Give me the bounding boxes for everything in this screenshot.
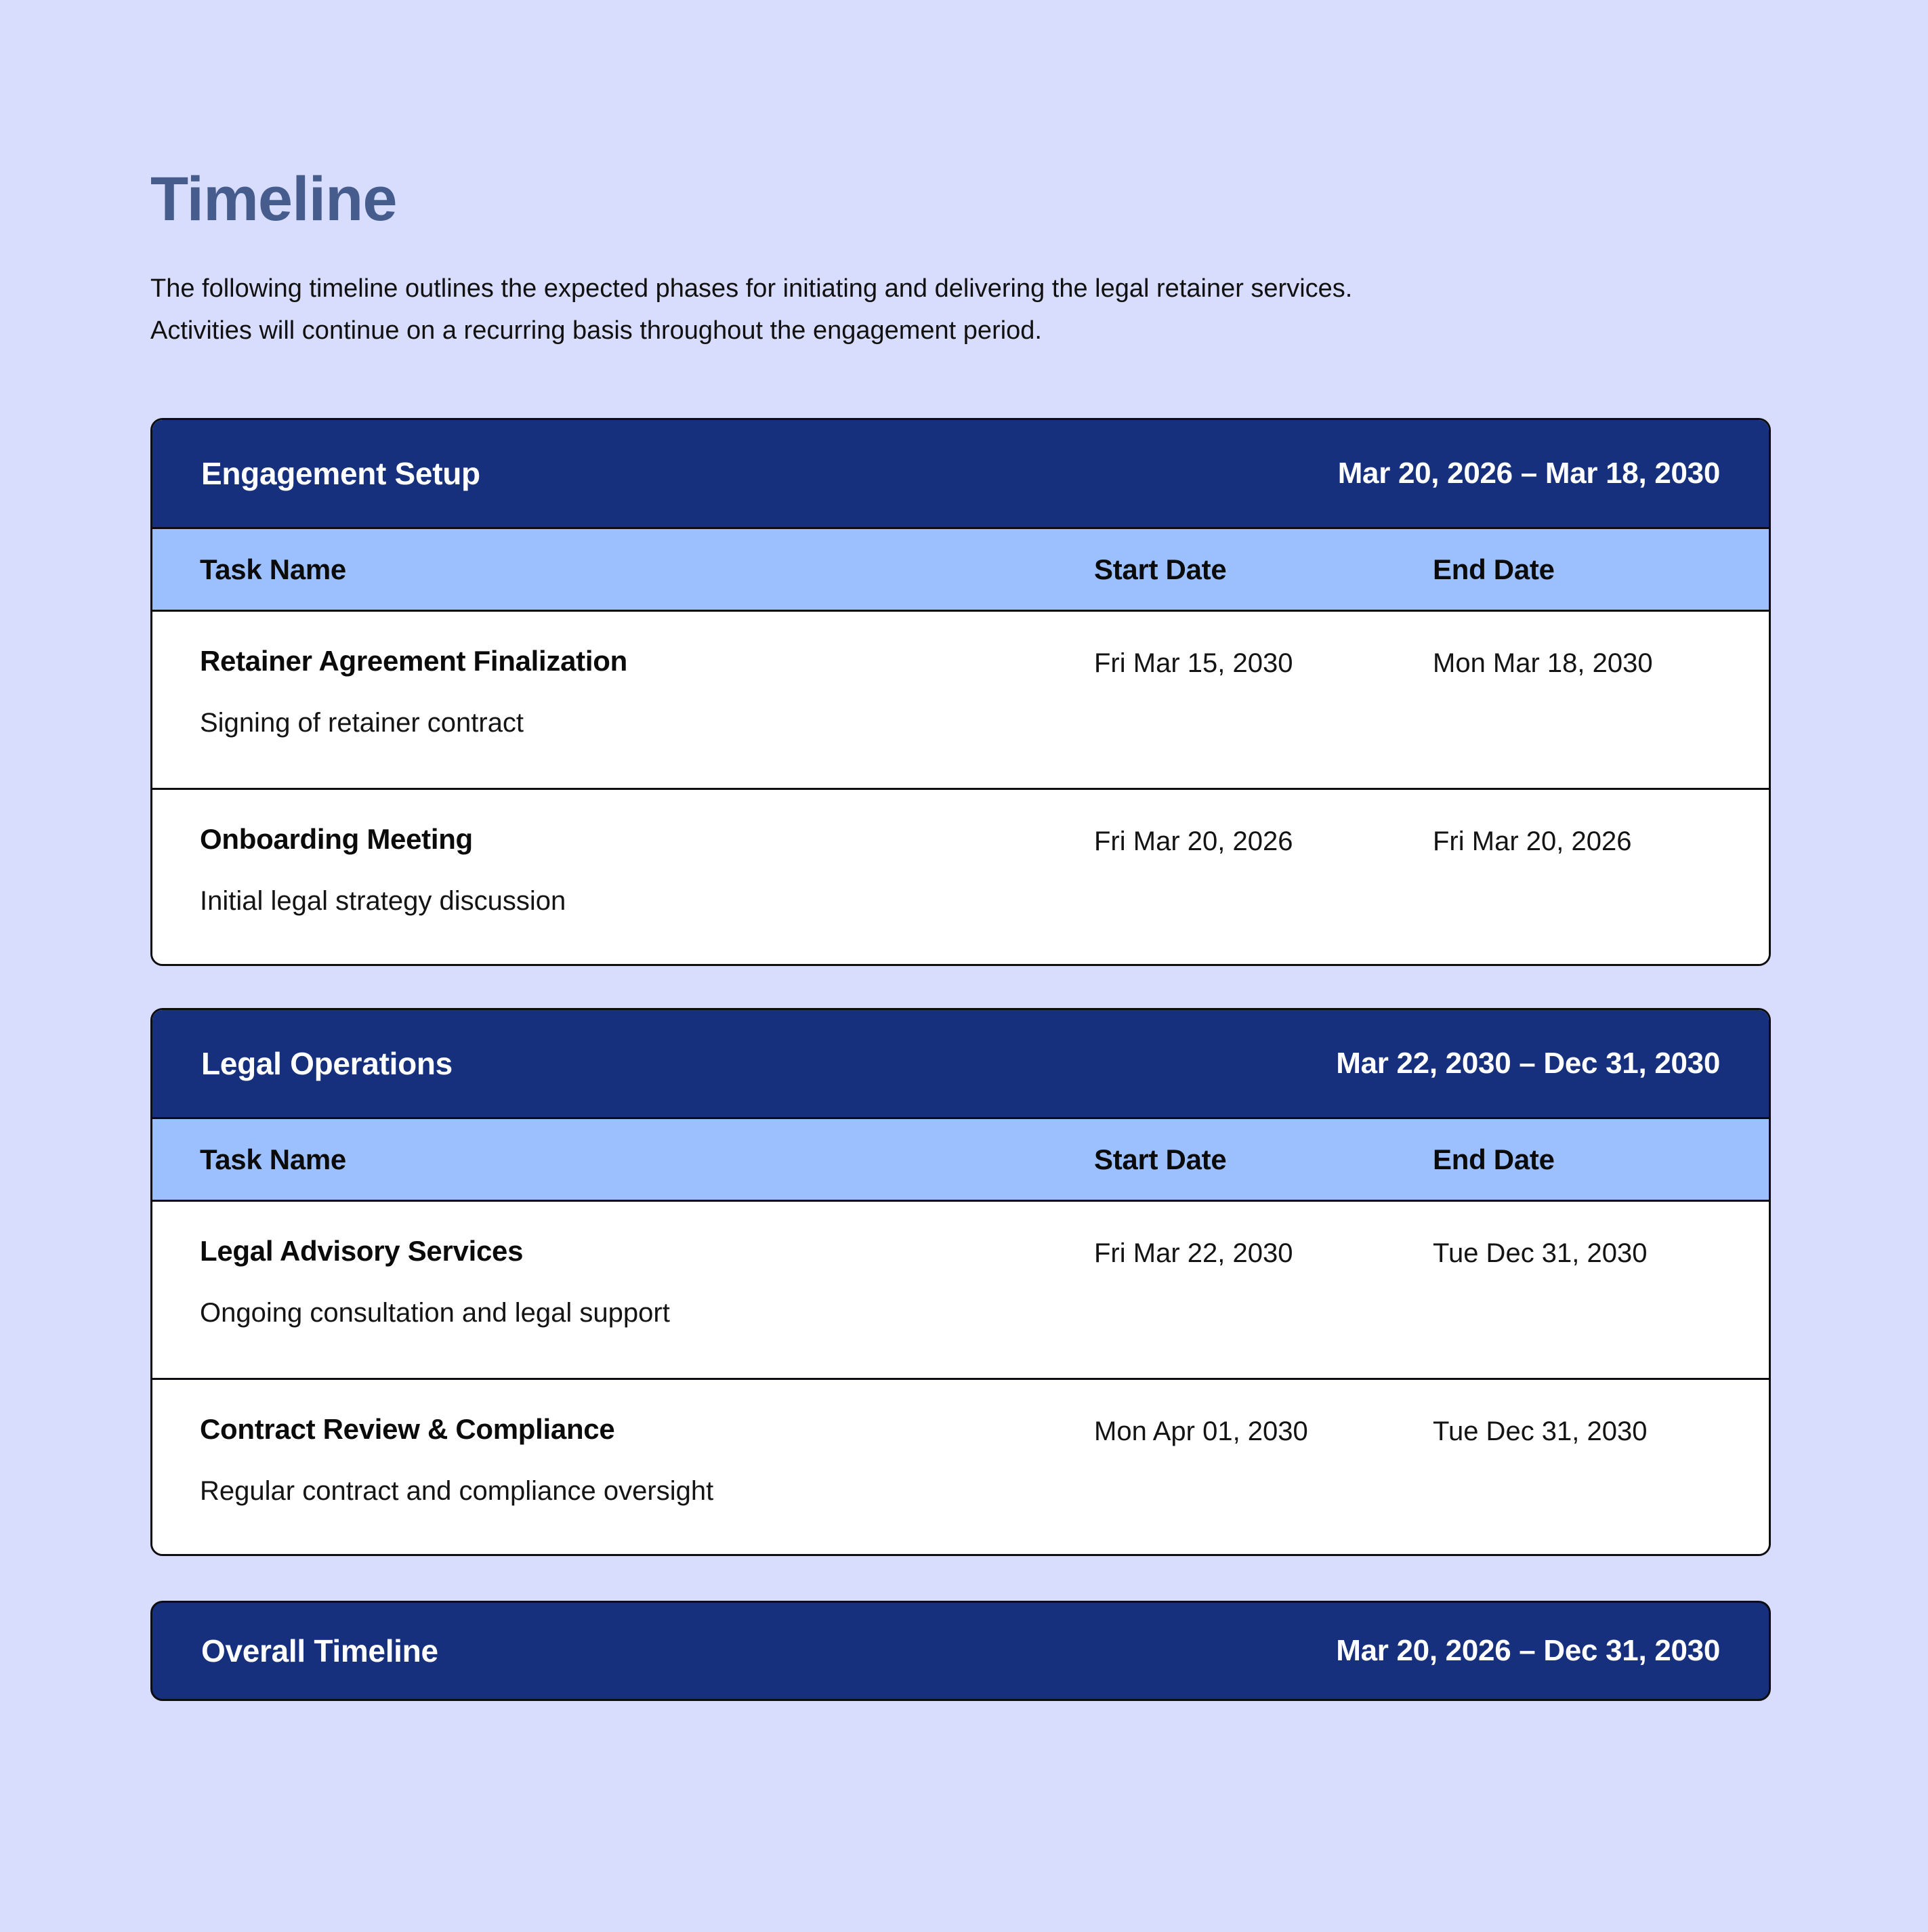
- task-start-date: Fri Mar 22, 2030: [1094, 1238, 1293, 1269]
- page-title: Timeline: [150, 165, 397, 234]
- column-header-task-name: Task Name: [200, 553, 346, 585]
- phase-name: Engagement Setup: [201, 456, 480, 492]
- task-start-date: Fri Mar 20, 2026: [1094, 826, 1293, 857]
- phase-header: [152, 1010, 1769, 1117]
- overall-timeline-label: Overall Timeline: [201, 1633, 438, 1669]
- table-row[interactable]: [152, 788, 1769, 964]
- phase-card-legal-operations: [150, 1008, 1771, 1556]
- overall-timeline-range: Mar 20, 2026 – Dec 31, 2030: [1336, 1634, 1720, 1668]
- overall-timeline-bar: [150, 1601, 1771, 1701]
- table-row[interactable]: [152, 1378, 1769, 1554]
- task-title: Contract Review & Compliance: [200, 1413, 615, 1446]
- column-header-start-date: Start Date: [1094, 1143, 1227, 1175]
- task-start-date: Mon Apr 01, 2030: [1094, 1416, 1308, 1447]
- page-description-line-2: Activities will continue on a recurring basis throughout the engagement period.: [150, 316, 1042, 345]
- table-row[interactable]: [152, 612, 1769, 788]
- task-name-cell: [152, 1412, 1094, 1509]
- task-title: Onboarding Meeting: [200, 823, 473, 856]
- column-header-row: [152, 527, 1769, 612]
- phase-date-range: Mar 20, 2026 – Mar 18, 2030: [1337, 457, 1720, 490]
- task-description: Ongoing consultation and legal support: [200, 1298, 670, 1328]
- column-header-start-date: Start Date: [1094, 553, 1227, 585]
- task-end-date: Mon Mar 18, 2030: [1433, 648, 1653, 679]
- task-title: Legal Advisory Services: [200, 1235, 524, 1267]
- column-header-row: [152, 1117, 1769, 1202]
- phase-card-engagement-setup: [150, 418, 1771, 966]
- task-end-date: Tue Dec 31, 2030: [1433, 1238, 1648, 1269]
- task-description: Regular contract and compliance oversight: [200, 1476, 714, 1507]
- table-row[interactable]: [152, 1202, 1769, 1378]
- phase-header: [152, 420, 1769, 527]
- task-name-cell: [152, 1234, 1094, 1330]
- page-description: [150, 230, 1709, 352]
- task-end-date: Tue Dec 31, 2030: [1433, 1416, 1648, 1447]
- task-description: Initial legal strategy discussion: [200, 886, 566, 917]
- column-header-end-date: End Date: [1433, 553, 1555, 585]
- task-start-date: Fri Mar 15, 2030: [1094, 648, 1293, 679]
- task-description: Signing of retainer contract: [200, 708, 524, 738]
- content-container: [150, 0, 1771, 1701]
- column-header-task-name: Task Name: [200, 1143, 346, 1175]
- page-description-line-1: The following timeline outlines the expected phases for initiating and delivering the legal retainer services.: [150, 274, 1353, 303]
- task-name-cell: [152, 644, 1094, 740]
- task-end-date: Fri Mar 20, 2026: [1433, 826, 1632, 857]
- phase-date-range: Mar 22, 2030 – Dec 31, 2030: [1336, 1047, 1720, 1080]
- phase-name: Legal Operations: [201, 1046, 453, 1082]
- task-title: Retainer Agreement Finalization: [200, 645, 627, 677]
- column-header-end-date: End Date: [1433, 1143, 1555, 1175]
- task-name-cell: [152, 822, 1094, 919]
